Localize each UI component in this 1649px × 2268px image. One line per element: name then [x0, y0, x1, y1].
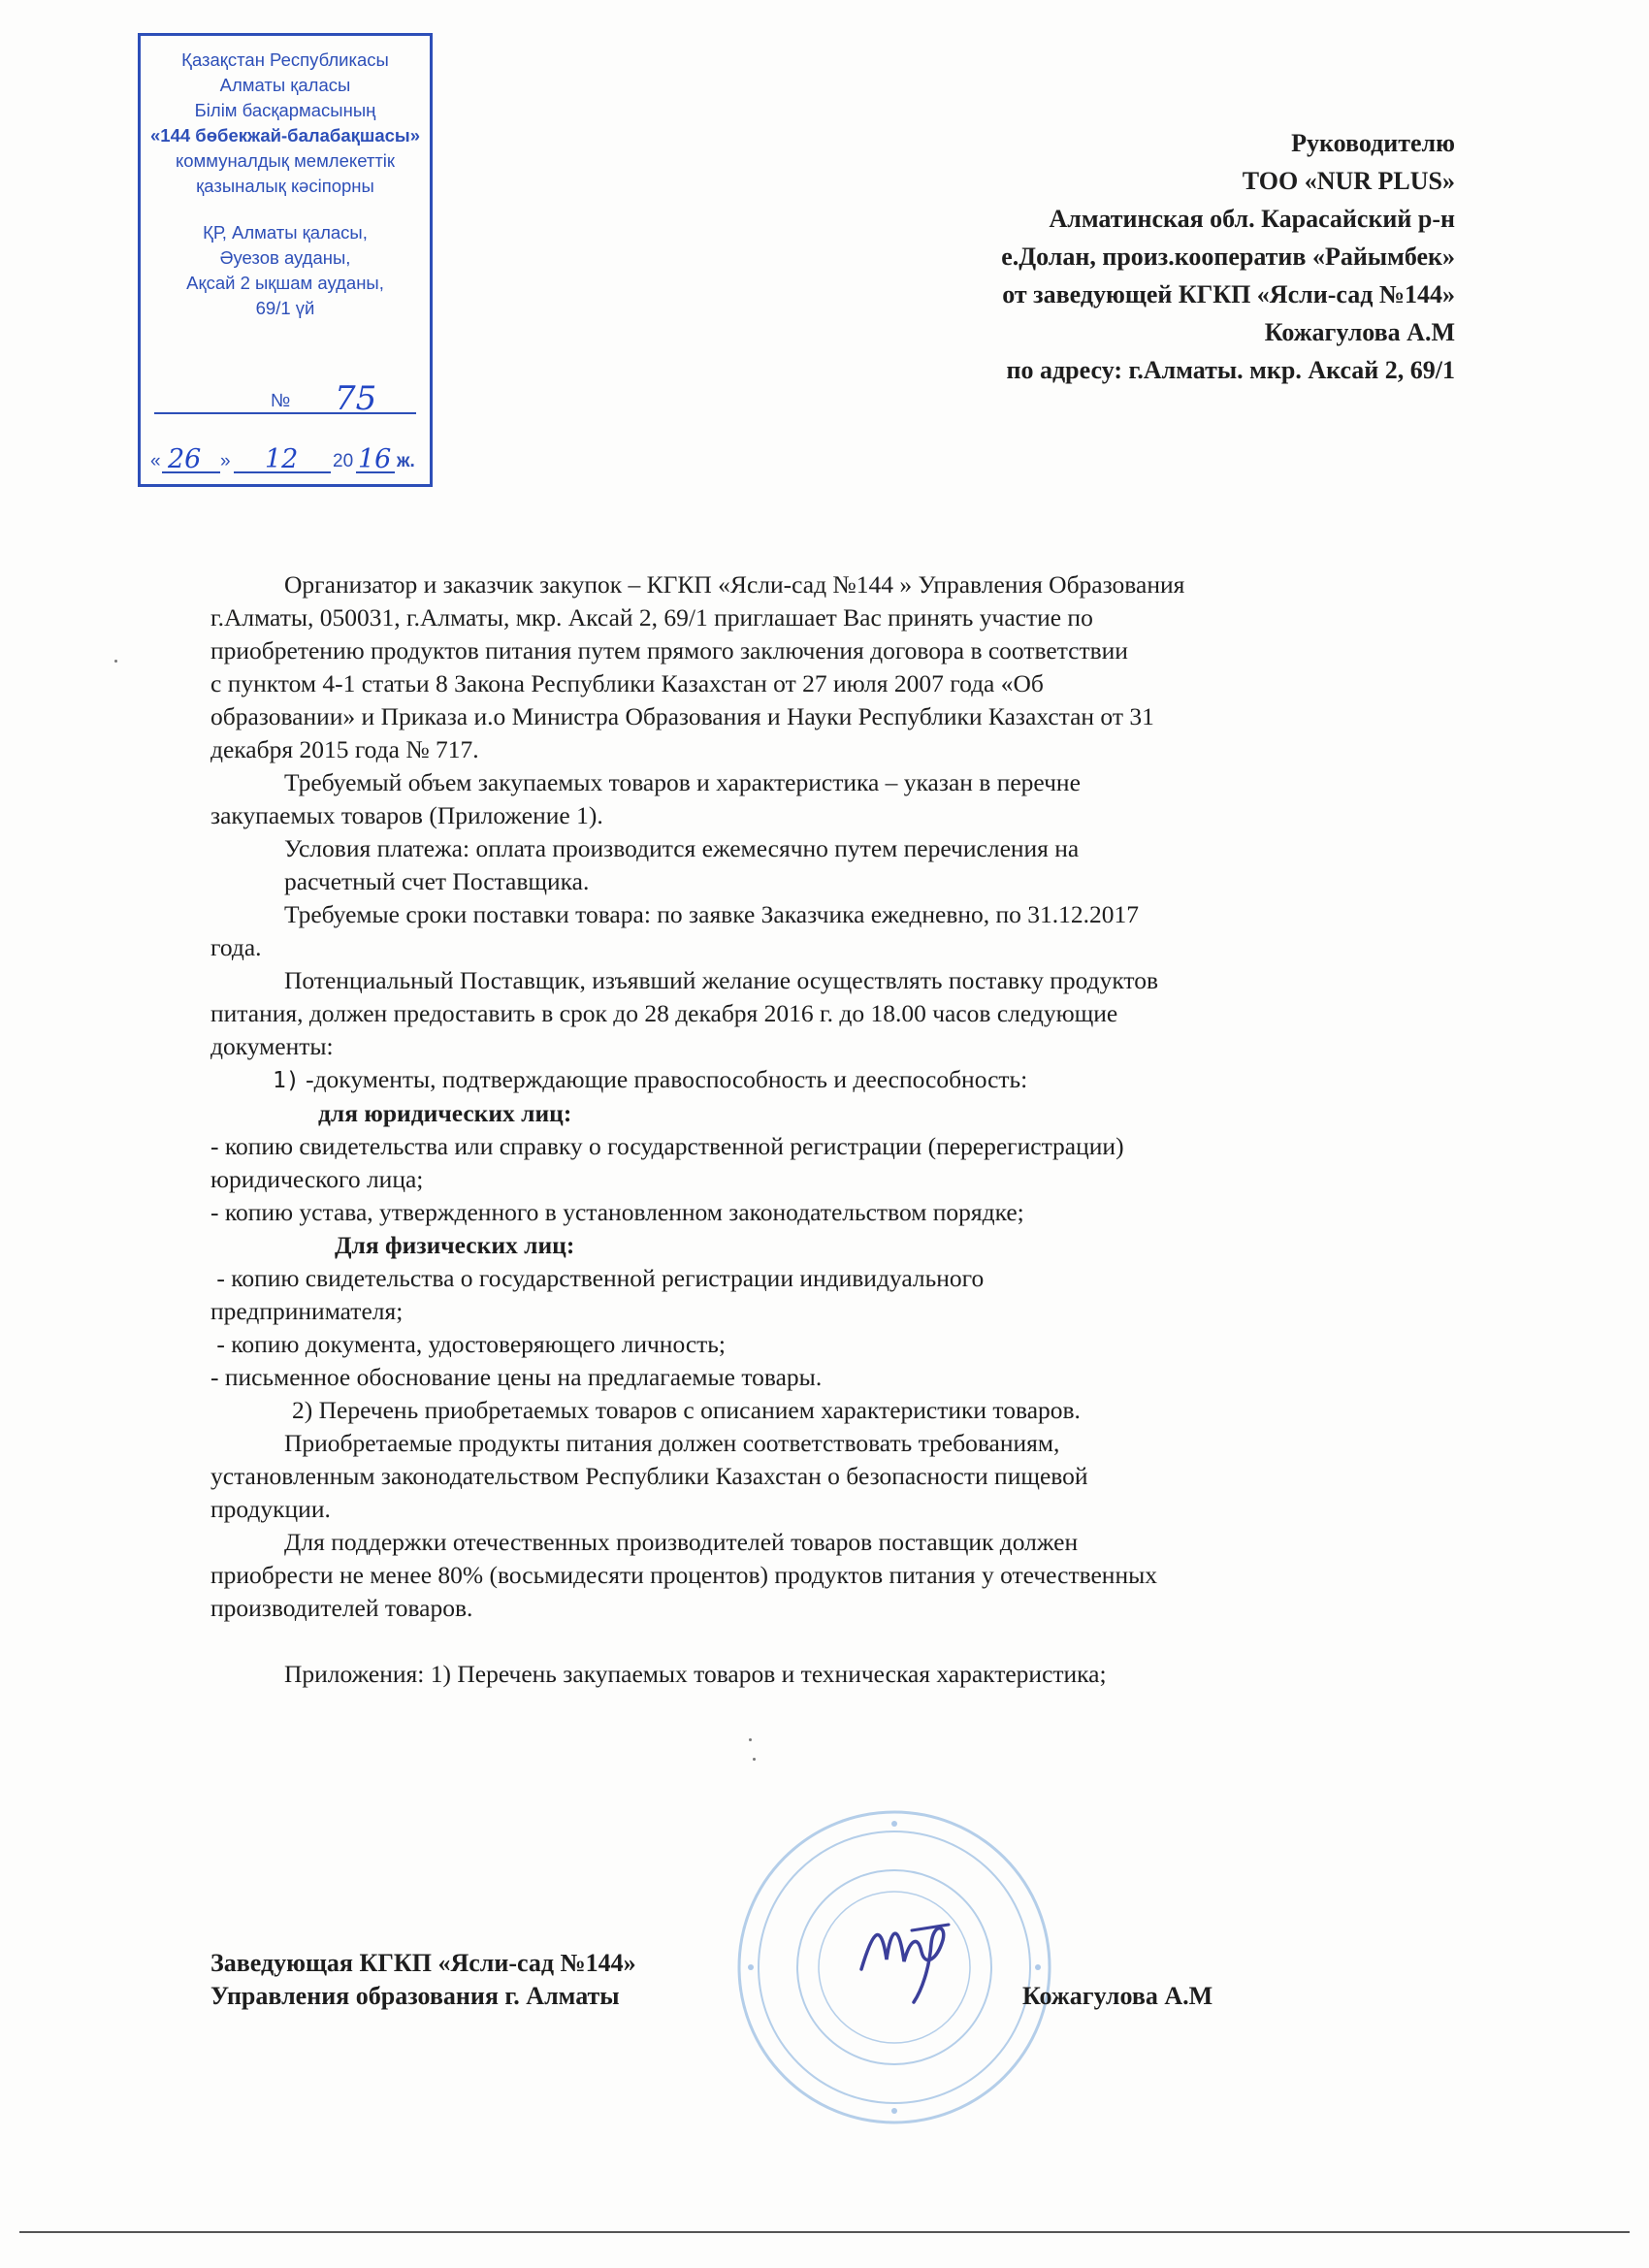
payment-paragraph: [210, 832, 1462, 898]
list-item-1-text: -документы, подтверждающие правоспособность и дееспособность:: [306, 1065, 1028, 1093]
text-line: приобретению продуктов питания путем прямого заключения договора в соответствии: [210, 636, 1128, 664]
stamp-line: «144 бөбекжай-балабақшасы»: [150, 125, 420, 146]
text-line: Приобретаемые продукты питания должен соответствовать требованиям,: [284, 1429, 1060, 1457]
domestic-paragraph: [210, 1526, 1462, 1625]
text-line: образовании» и Приказа и.о Министра Образования и Науки Республики Казахстан от 31: [210, 702, 1154, 730]
list-item-1: [210, 1063, 1462, 1097]
stamp-number-label: №: [271, 391, 291, 411]
legal-entities-list: [210, 1130, 1462, 1229]
stamp-date-day: 26: [168, 444, 202, 474]
text-line: установленным законодательством Республики Казахстан о безопасности пищевой: [210, 1462, 1088, 1490]
stamp-date-open-quote: «: [150, 451, 161, 471]
stamp-date-year: 16: [358, 444, 392, 474]
stamp-number-value: 75: [335, 379, 377, 418]
stamp-line: Қазақстан Республикасы: [181, 49, 389, 70]
text-line: года.: [210, 933, 262, 961]
list-item: - копию свидетельства или справку о государственной регистрации (перерегистрации): [210, 1132, 1124, 1160]
stamp-date-year-prefix: 20: [333, 451, 354, 471]
terms-paragraph: [210, 898, 1462, 964]
text-line: расчетный счет Поставщика.: [284, 867, 590, 895]
addressee-line: от заведующей КГКП «Ясли-сад №144»: [1002, 280, 1455, 308]
signatory-position: [210, 1947, 636, 2013]
scan-dot: [114, 660, 117, 663]
list-item: - копию свидетельства о государственной регистрации индивидуального: [210, 1264, 985, 1292]
signatory-name: Кожагулова А.М: [1022, 1982, 1213, 2010]
signatory-position-line: Управления образования г. Алматы: [210, 1982, 620, 2010]
text-line: Для поддержки отечественных производителей товаров поставщик должен: [284, 1528, 1079, 1556]
list-item: - письменное обоснование цены на предлагаемые товары.: [210, 1363, 823, 1391]
list-item: - копию документа, удостоверяющего личность;: [210, 1330, 727, 1358]
text-line: приобрести не менее 80% (восьмидесяти процентов) продуктов питания у отечественных: [210, 1561, 1157, 1589]
text-line: закупаемых товаров (Приложение 1).: [210, 801, 603, 829]
text-line: Организатор и заказчик закупок – КГКП «Ясли-сад №144 » Управления Образования: [284, 570, 1185, 599]
page-bottom-divider: [19, 2231, 1630, 2233]
text-line: Требуемые сроки поставки товара: по заявке Заказчика ежедневно, по 31.12.2017: [284, 900, 1140, 928]
text-line: Потенциальный Поставщик, изъявший желание осуществлять поставку продуктов: [284, 966, 1159, 994]
addressee-block: [679, 124, 1455, 389]
addressee-line: Руководителю: [1291, 129, 1455, 157]
text-line: документы:: [210, 1032, 334, 1060]
text-line: Условия платежа: оплата производится ежемесячно путем перечисления на: [284, 834, 1080, 862]
attachments-line: Приложения: 1) Перечень закупаемых товаров и техническая характеристика;: [284, 1660, 1107, 1688]
text-line: Требуемый объем закупаемых товаров и характеристика – указан в перечне: [284, 768, 1081, 796]
text-line: производителей товаров.: [210, 1594, 473, 1622]
text-line: продукции.: [210, 1495, 331, 1523]
stamp-date-row: [150, 443, 420, 478]
addressee-line: е.Долан, произ.кооператив «Райымбек»: [1001, 243, 1455, 271]
supplier-paragraph: [210, 964, 1462, 1063]
stamp-number-row: [154, 381, 416, 420]
individuals-list: [210, 1262, 1462, 1394]
stamp-line: Алматы қаласы: [219, 75, 351, 95]
list-item: юридического лица;: [210, 1165, 424, 1193]
text-line: г.Алматы, 050031, г.Алматы, мкр. Аксай 2, 69/1 приглашает Вас принять участие по: [210, 603, 1093, 632]
addressee-line: ТОО «NUR PLUS»: [1242, 167, 1455, 195]
scan-dot: [753, 1758, 756, 1761]
stamp-date-month: 12: [265, 444, 299, 474]
addressee-line: по адресу: г.Алматы. мкр. Аксай 2, 69/1: [1006, 356, 1455, 384]
text-line: питания, должен предоставить в срок до 28 декабря 2016 г. до 18.00 часов следующие: [210, 999, 1118, 1027]
stamp-line: Ақсай 2 ықшам ауданы,: [186, 273, 384, 293]
signatory-position-line: Заведующая КГКП «Ясли-сад №144»: [210, 1949, 636, 1977]
intro-paragraph: [210, 568, 1462, 766]
stamp-line: ҚР, Алматы қаласы,: [203, 222, 368, 243]
text-line: декабря 2015 года № 717.: [210, 735, 479, 763]
stamp-line: 69/1 үй: [255, 298, 315, 318]
addressee-line: Кожагулова А.М: [1264, 318, 1455, 346]
stamp-line: Білім басқармасының: [194, 100, 376, 120]
list-item: предпринимателя;: [210, 1297, 404, 1325]
legal-entities-heading: для юридических лиц:: [318, 1099, 572, 1127]
volume-paragraph: [210, 766, 1462, 832]
stamp-line: қазыналық кәсіпорны: [196, 176, 374, 196]
list-item-1-number: 1): [273, 1068, 300, 1093]
stamp-date-suffix: ж.: [397, 451, 415, 471]
registration-stamp: [138, 33, 433, 487]
letter-body: [210, 568, 1462, 1691]
list-item: - копию устава, утвержденного в установленном законодательством порядке;: [210, 1198, 1024, 1226]
list-item-2: 2) Перечень приобретаемых товаров с описанием характеристики товаров.: [292, 1396, 1081, 1424]
addressee-line: Алматинская обл. Карасайский р-н: [1049, 205, 1455, 233]
safety-paragraph: [210, 1427, 1462, 1526]
handwritten-signature-icon: [854, 1901, 960, 2008]
individuals-heading: Для физических лиц:: [335, 1231, 575, 1259]
scan-dot: [749, 1738, 752, 1741]
text-line: с пунктом 4-1 статьи 8 Закона Республики Казахстан от 27 июля 2007 года «Об: [210, 669, 1044, 697]
stamp-date-close-quote: »: [220, 451, 231, 471]
stamp-line: Әуезов ауданы,: [219, 247, 351, 268]
stamp-line: коммуналдық мемлекеттік: [175, 150, 396, 171]
